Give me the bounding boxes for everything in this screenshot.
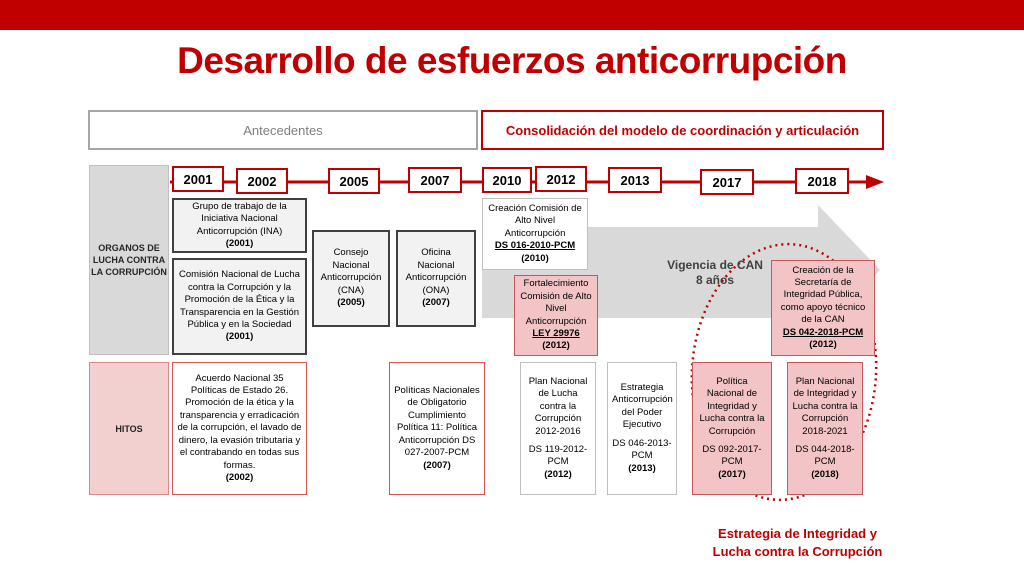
sip-text: Creación de la Secretaría de Integridad Pública, como apoyo técnico de la CAN <box>780 264 866 326</box>
plan2018-text: Plan Nacional de Integridad y Lucha contra la Corrupción 2018-2021 <box>792 375 858 437</box>
plan2018-ds: DS 044-2018-PCM <box>795 443 855 468</box>
plan2018-year: (2018) <box>811 468 839 480</box>
year-2007: 2007 <box>408 167 462 193</box>
fortalecimiento-box <box>514 275 598 356</box>
plan2012-ds: DS 119-2012-PCM <box>528 443 588 468</box>
organos-row-label: ORGANOS DE LUCHA CONTRA LA CORRUPCIÓN <box>89 165 169 355</box>
ona-box <box>396 230 476 327</box>
politica2017-box <box>692 362 772 495</box>
can-text: Creación Comisión de Alto Nivel Anticorrupción <box>488 202 582 239</box>
acuerdo-text: Acuerdo Nacional 35 Políticas de Estado 26. Promoción de la ética y la transparencia y erradicación de la corrupción, el lavado de dinero, la evasión tributaria y el contrabando en todas sus formas. <box>177 372 302 471</box>
plan2012-text: Plan Nacional de Lucha contra la Corrupción 2012-2016 <box>528 375 588 437</box>
year-2013: 2013 <box>608 167 662 193</box>
fortalecimiento-ref: LEY 29976 <box>532 327 580 339</box>
year-2005: 2005 <box>328 168 380 194</box>
cna-year: (2005) <box>337 297 365 309</box>
acuerdo-box <box>172 362 307 495</box>
sip-year: (2012) <box>809 339 837 351</box>
plan2012-box <box>520 362 596 495</box>
politicas-text: Políticas Nacionales de Obligatorio Cumplimiento Política 11: Política Anticorrupción DS 027-2007-PCM <box>394 385 480 459</box>
hitos-row-label: HITOS <box>89 362 169 495</box>
estrategia-ds: DS 046-2013-PCM <box>612 437 672 462</box>
fortalecimiento-year: (2012) <box>542 340 570 352</box>
cnl-year: (2001) <box>225 331 254 343</box>
sip-box <box>771 260 875 356</box>
estrategia-text: Estrategia Anticorrupción del Poder Ejecutivo <box>612 382 673 431</box>
antecedentes-header: Antecedentes <box>88 110 478 150</box>
slide-title: Desarrollo de esfuerzos anticorrupción <box>177 40 847 81</box>
year-2002: 2002 <box>236 168 288 194</box>
cnl-box <box>172 258 307 355</box>
estrategia-integridad-label: Estrategia de Integridad y Lucha contra la Corrupción <box>712 526 883 559</box>
politicas-box <box>389 362 485 495</box>
estrategia-year: (2013) <box>628 462 656 474</box>
politica2017-year: (2017) <box>718 468 746 480</box>
vigencia-label: Vigencia de CAN 8 años <box>667 258 763 287</box>
plan2012-year: (2012) <box>544 468 572 480</box>
sip-ref: DS 042-2018-PCM <box>782 326 864 338</box>
year-2001: 2001 <box>172 166 224 192</box>
politicas-year: (2007) <box>423 459 451 471</box>
year-2012: 2012 <box>535 166 587 192</box>
plan2018-box <box>787 362 863 495</box>
year-2010: 2010 <box>482 167 532 193</box>
estrategia-box <box>607 362 677 495</box>
ona-year: (2007) <box>422 297 450 309</box>
can-box <box>482 198 588 270</box>
politica2017-text: Política Nacional de Integridad y Lucha contra la Corrupción <box>699 375 765 437</box>
cnl-text: Comisión Nacional de Lucha contra la Corrupción y la Promoción de la Ética y la Transparencia en la Gestión Pública y en la Sociedad <box>179 269 300 330</box>
timeline-arrowhead <box>866 175 884 189</box>
can-ref: DS 016-2010-PCM <box>494 240 576 252</box>
year-2017: 2017 <box>700 169 754 195</box>
fortalecimiento-text: Fortalecimiento Comisión de Alto Nivel Anticorrupción <box>520 278 592 327</box>
consolidacion-header: Consolidación del modelo de coordinación y articulación <box>481 110 884 150</box>
acuerdo-year: (2002) <box>225 471 254 483</box>
ina-box <box>172 198 307 253</box>
cna-text: Consejo Nacional Anticorrupción (CNA) <box>320 247 382 296</box>
ina-year: (2001) <box>225 237 254 249</box>
ona-text: Oficina Nacional Anticorrupción (ONA) <box>405 247 467 296</box>
ina-text: Grupo de trabajo de la Iniciativa Nacional Anticorrupción (INA) <box>192 200 287 237</box>
can-year: (2010) <box>521 252 549 264</box>
politica2017-ds: DS 092-2017-PCM <box>702 443 762 468</box>
cna-box <box>312 230 390 327</box>
year-2018: 2018 <box>795 168 849 194</box>
